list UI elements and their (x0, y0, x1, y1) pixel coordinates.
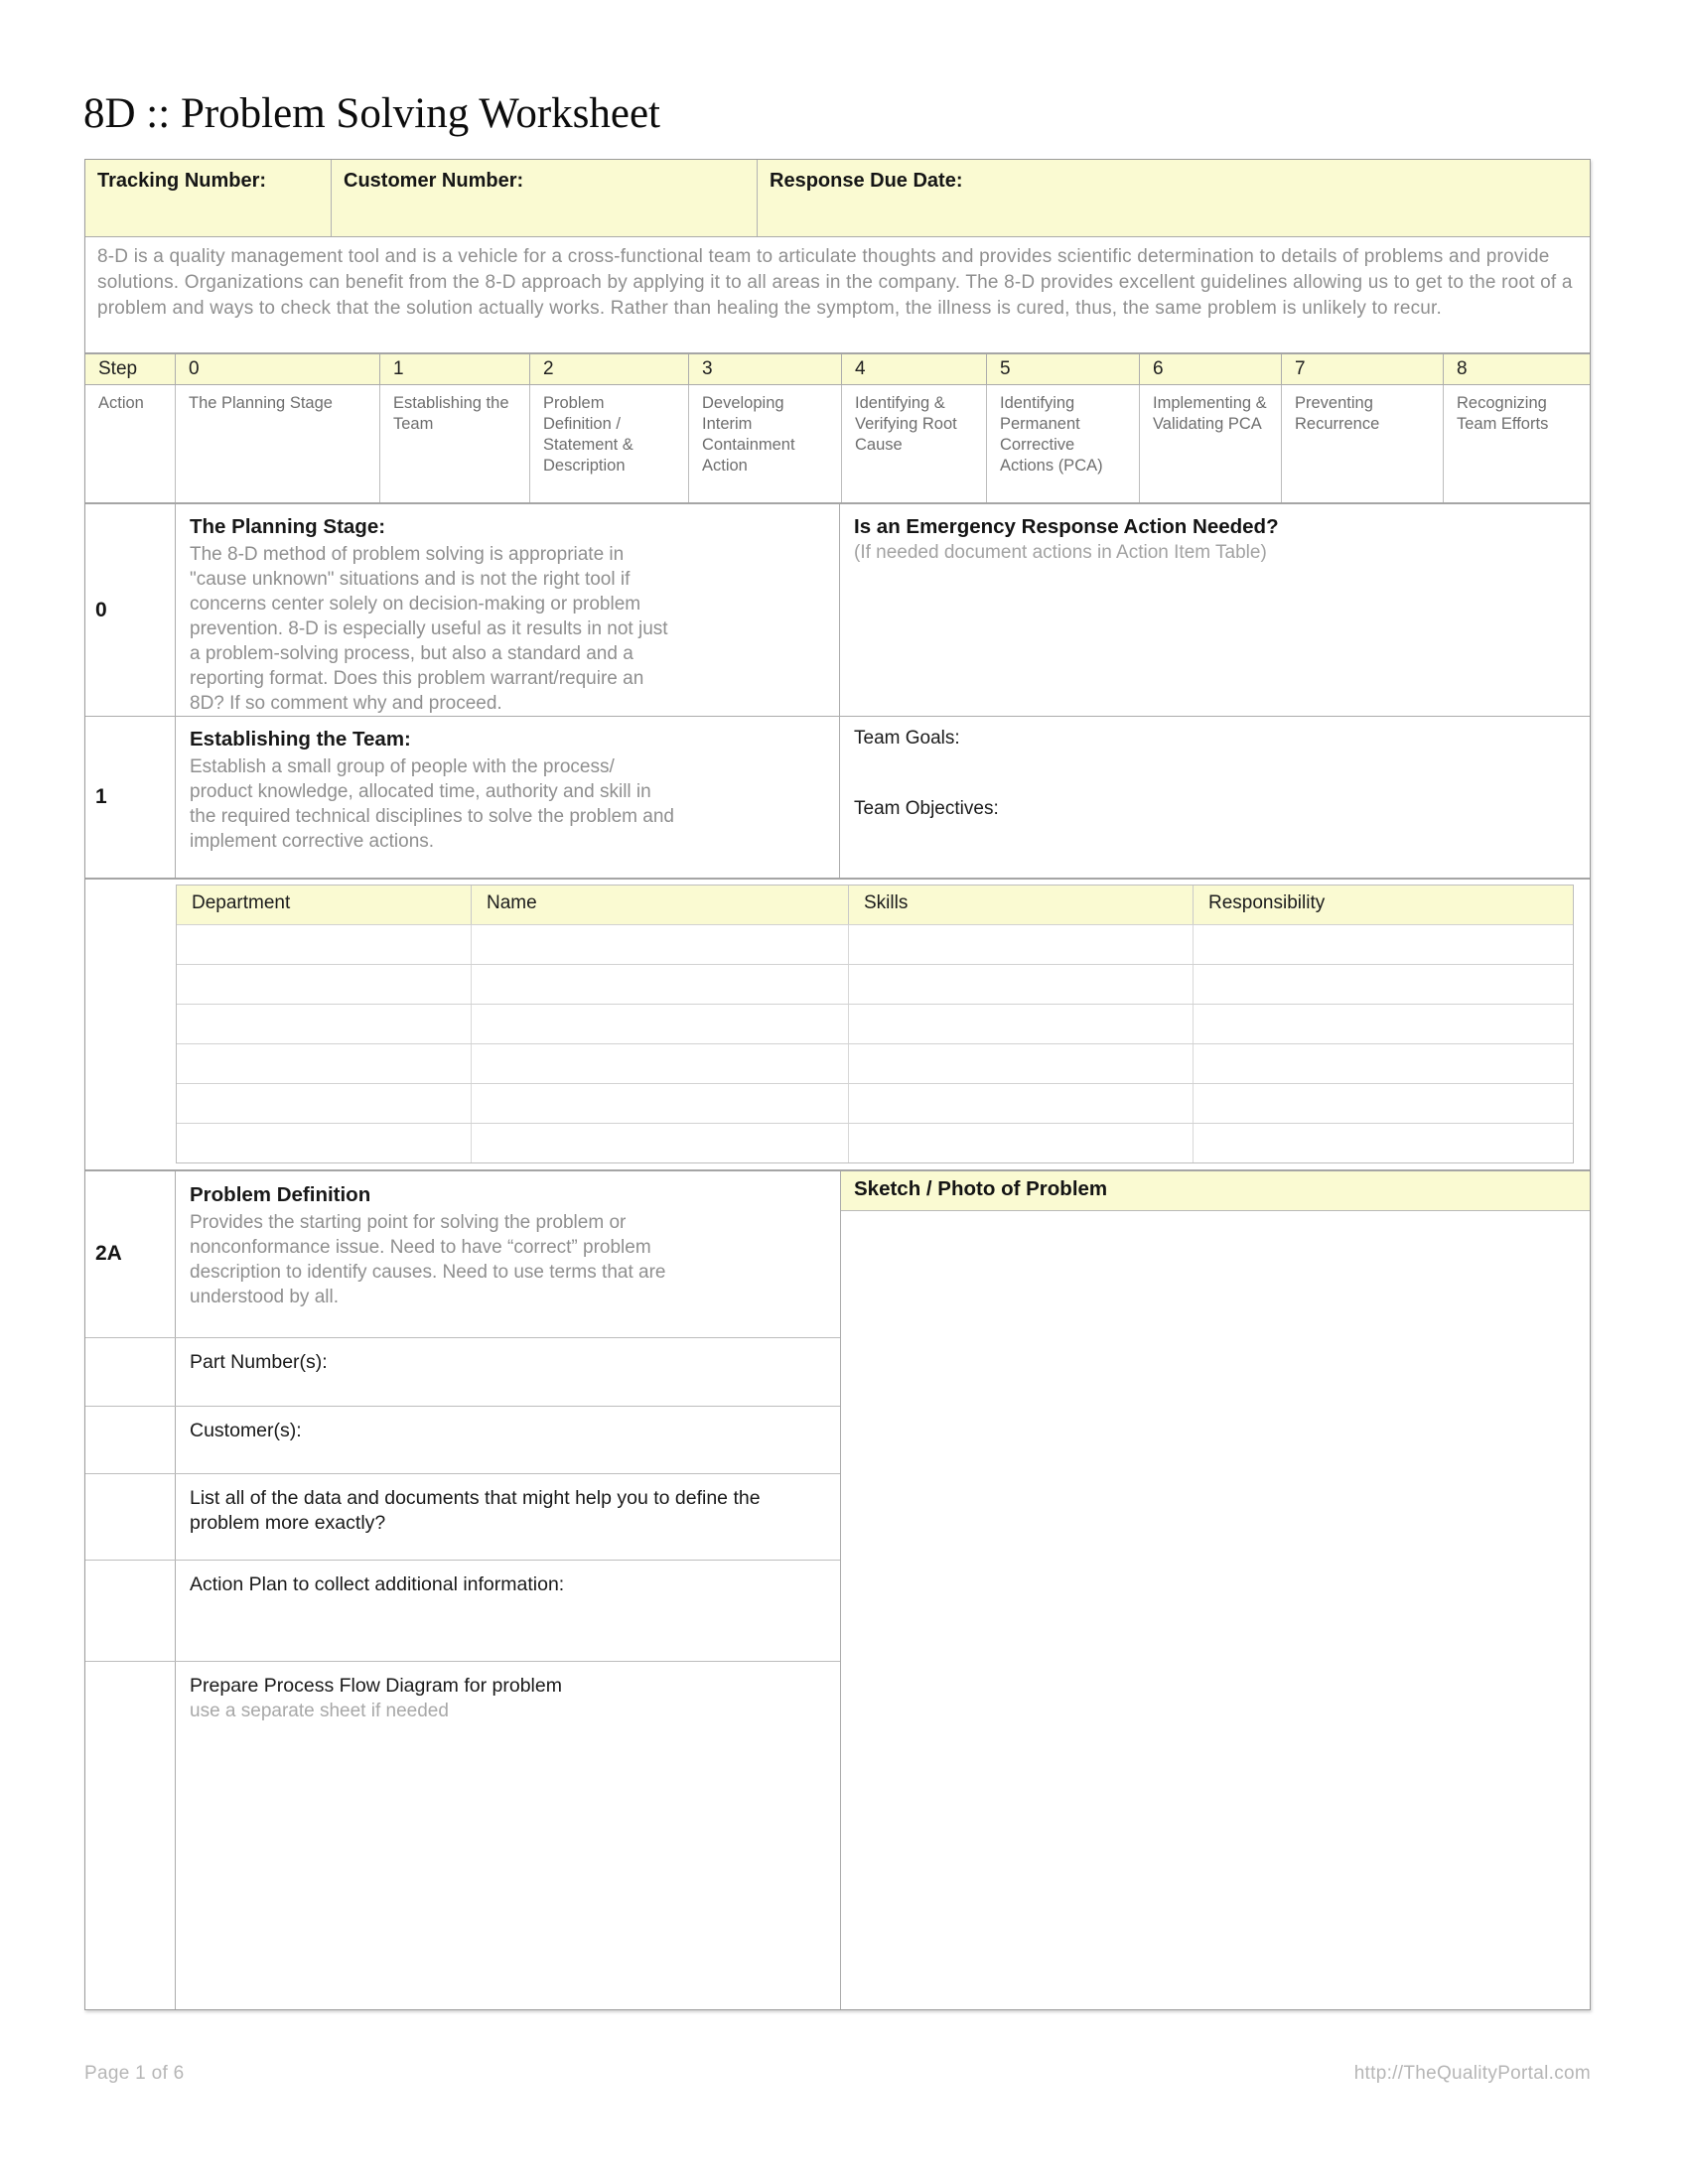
step-0-number: 0 (85, 504, 176, 716)
team-table-wrap (176, 880, 1590, 1169)
team-cell (1194, 965, 1573, 1004)
step-col-5: 5 (987, 354, 1140, 384)
team-cell (472, 1084, 849, 1123)
team-cell (472, 1005, 849, 1043)
step-1-row (85, 716, 1590, 878)
team-table-empty-row (177, 1043, 1573, 1083)
part-numbers-cell (176, 1338, 840, 1407)
empty-number-cell (85, 1338, 176, 1407)
action-col-8: Recognizing Team Efforts (1457, 394, 1549, 433)
response-due-date-field (758, 160, 1590, 236)
step-col-3: 3 (689, 354, 842, 384)
emergency-response-heading: Is an Emergency Response Action Needed? (854, 515, 1279, 538)
action-plan-subrow (85, 1561, 840, 1662)
establishing-team-description: Establish a small group of people with the process/ product knowledge, allocated time, authority and skill in the required technical disciplines to solve the problem and implement corrective actions. (190, 756, 674, 852)
team-objectives-label: Team Objectives: (854, 798, 999, 819)
step-col-1: 1 (380, 354, 530, 384)
step-1-content (176, 717, 840, 878)
step-1-number: 1 (85, 717, 176, 878)
problem-definition-cell (176, 1171, 840, 1337)
empty-number-cell (85, 1474, 176, 1560)
team-table-empty-row (177, 964, 1573, 1004)
action-col-5: Identifying Permanent Corrective Actions (PCA) (987, 385, 1140, 502)
step-2a-row (85, 1169, 1590, 2009)
team-cell (472, 925, 849, 964)
team-cell (849, 925, 1194, 964)
step-0-row (85, 502, 1590, 716)
customer-number-field (332, 160, 758, 236)
step-col-4: 4 (842, 354, 987, 384)
tracking-number-field (85, 160, 332, 236)
responsibility-column-header: Responsibility (1208, 892, 1326, 913)
team-cell (1194, 1124, 1573, 1162)
team-table-header (177, 886, 1573, 924)
team-table-empty-row (177, 1123, 1573, 1162)
step-2a-number: 2A (85, 1171, 176, 1337)
team-cell (849, 1044, 1194, 1083)
action-col-3: Developing Interim Containment Action (689, 385, 842, 502)
team-cell (1194, 1005, 1573, 1043)
problem-definition-description: Provides the starting point for solving the problem or nonconformance issue. Need to have “correct” problem description to identify causes. Need to use terms that are understood by all. (190, 1212, 666, 1307)
team-goals-cell (840, 717, 1590, 878)
action-col-7: Preventing Recurrence (1282, 385, 1444, 502)
planning-stage-description: The 8-D method of problem solving is appropriate in "cause unknown" situations and is not the right tool if concerns center solely on decision-making or problem prevention. 8-D is especially useful as it results in not just a problem-solving process, but also a standard and a reporting format. Does this problem warrant/require an 8D? If so comment why and proceed. (190, 544, 668, 714)
emergency-response-note: (If needed document actions in Action Item Table) (854, 542, 1267, 563)
step-0-content (176, 504, 840, 716)
team-cell (849, 1124, 1194, 1162)
team-table-empty-row (177, 924, 1573, 964)
worksheet-table (84, 159, 1591, 2010)
action-col-0: The Planning Stage (176, 385, 380, 502)
team-cell (849, 1005, 1194, 1043)
establishing-team-heading: Establishing the Team: (190, 728, 411, 751)
process-flow-note: use a separate sheet if needed (190, 1700, 449, 1721)
customers-subrow (85, 1407, 840, 1474)
team-cell (849, 1084, 1194, 1123)
team-cell (177, 1124, 472, 1162)
step-col-0: 0 (176, 354, 380, 384)
department-column-header: Department (177, 886, 472, 924)
tracking-number-label: Tracking Number: (97, 170, 267, 192)
step-col-6: 6 (1140, 354, 1282, 384)
empty-number-cell (85, 1662, 176, 2009)
team-cell (1194, 1084, 1573, 1123)
process-flow-cell (176, 1662, 840, 2009)
planning-stage-heading: The Planning Stage: (190, 515, 386, 538)
team-table-row (85, 878, 1590, 1169)
team-cell (472, 965, 849, 1004)
empty-number-cell (85, 1407, 176, 1473)
step-col-8: 8 (1457, 358, 1468, 379)
customers-label: Customer(s): (190, 1420, 302, 1442)
data-documents-subrow (85, 1474, 840, 1561)
action-row-label: Action (85, 385, 176, 502)
footer-url-link[interactable]: http://TheQualityPortal.com (1353, 2063, 1591, 2084)
step-header-row (85, 352, 1590, 384)
sketch-column (840, 1171, 1590, 2009)
team-cell (177, 925, 472, 964)
team-cell (472, 1044, 849, 1083)
step-row-label: Step (85, 354, 176, 384)
step-col-2: 2 (530, 354, 689, 384)
emergency-response-cell (840, 504, 1590, 716)
team-cell (177, 1084, 472, 1123)
empty-number-cell (85, 1561, 176, 1661)
part-numbers-subrow (85, 1338, 840, 1408)
team-table-gutter (85, 880, 176, 1169)
customer-number-label: Customer Number: (344, 170, 524, 192)
team-cell (177, 965, 472, 1004)
header-row (85, 160, 1590, 236)
intro-row (85, 236, 1590, 352)
action-col-6: Implementing & Validating PCA (1140, 385, 1282, 502)
customers-cell (176, 1407, 840, 1473)
team-cell (849, 965, 1194, 1004)
team-table-empty-row (177, 1083, 1573, 1123)
action-plan-label: Action Plan to collect additional information: (190, 1573, 565, 1596)
data-documents-label: List all of the data and documents that might help you to define the problem more exactly? (190, 1487, 761, 1535)
page-number: Page 1 of 6 (84, 2063, 185, 2084)
action-col-4: Identifying & Verifying Root Cause (842, 385, 987, 502)
team-cell (177, 1044, 472, 1083)
process-flow-subrow (85, 1662, 840, 2009)
intro-text: 8-D is a quality management tool and is a vehicle for a cross-functional team to articulate thoughts and provides scientific determination to details of problems and provide solutions. Organizations can benefit from the 8-D approach by applying it to all areas in the company. The 8-D provides excellent guidelines allowing us to get to the root of a problem and ways to check that the solution actually works. Rather than healing the symptom, the illness is cured, thus, the same problem is unlikely to recur. (97, 246, 1573, 319)
name-column-header: Name (472, 886, 849, 924)
sketch-area (841, 1211, 1590, 2009)
team-cell (1194, 925, 1573, 964)
process-flow-label: Prepare Process Flow Diagram for problem (190, 1674, 562, 1697)
problem-definition-heading: Problem Definition (190, 1183, 371, 1206)
part-numbers-label: Part Number(s): (190, 1350, 328, 1373)
action-col-2: Problem Definition / Statement & Description (530, 385, 689, 502)
response-due-date-label: Response Due Date: (770, 170, 963, 192)
action-header-row (85, 384, 1590, 502)
action-plan-cell (176, 1561, 840, 1661)
team-table (176, 885, 1574, 1163)
action-col-1: Establishing the Team (380, 385, 530, 502)
page-title: 8D :: Problem Solving Worksheet (83, 90, 661, 137)
team-cell (1194, 1044, 1573, 1083)
problem-definition-subrow (85, 1171, 840, 1338)
page-footer (84, 2063, 1591, 2085)
sketch-photo-heading: Sketch / Photo of Problem (841, 1171, 1590, 1211)
team-table-empty-row (177, 1004, 1573, 1043)
data-documents-cell (176, 1474, 840, 1560)
team-goals-label: Team Goals: (854, 728, 960, 749)
team-cell (177, 1005, 472, 1043)
step-col-7: 7 (1282, 354, 1444, 384)
step-2a-left-column (85, 1171, 840, 2009)
team-cell (472, 1124, 849, 1162)
skills-column-header: Skills (849, 886, 1194, 924)
